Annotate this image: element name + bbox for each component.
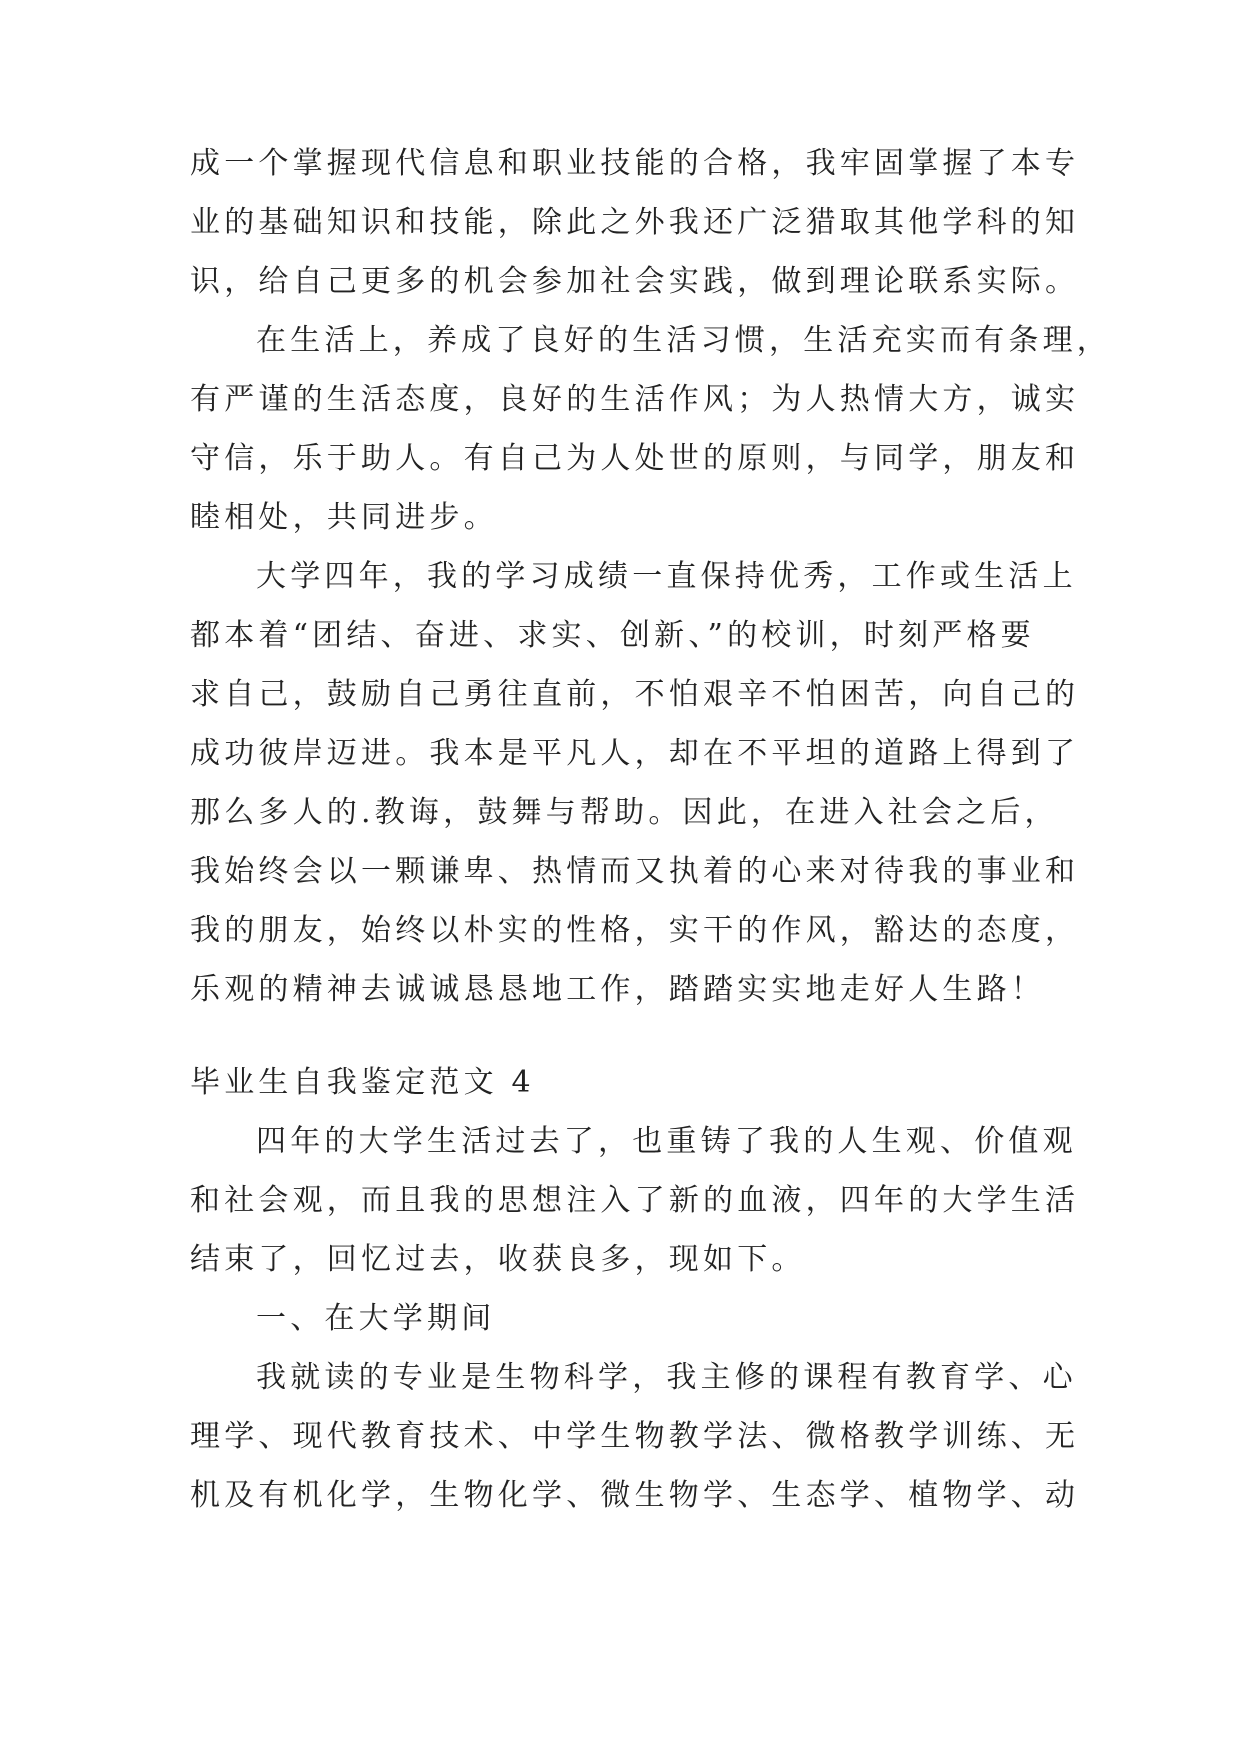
- text-line: 大学四年，我的学习成绩一直保持优秀，工作或生活上: [256, 559, 1077, 594]
- text-line: 机及有机化学，生物化学、微生物学、生态学、植物学、动: [190, 1478, 1080, 1513]
- text-line: 成功彼岸迈进。我本是平凡人，却在不平坦的道路上得到了: [190, 736, 1080, 771]
- text-line: 睦相处，共同进步。: [190, 500, 498, 535]
- text-line: 和社会观，而且我的思想注入了新的血液，四年的大学生活: [190, 1183, 1080, 1218]
- text-line: 识，给自己更多的机会参加社会实践，做到理论联系实际。: [190, 264, 1080, 299]
- text-line: 我始终会以一颗谦卑、热情而又执着的心来对待我的事业和: [190, 854, 1080, 889]
- text-line: 守信，乐于助人。有自己为人处世的原则，与同学，朋友和: [190, 441, 1080, 476]
- text-line: 求自己，鼓励自己勇往直前，不怕艰辛不怕困苦，向自己的: [190, 677, 1080, 712]
- text-line: 在生活上，养成了良好的生活习惯，生活充实而有条理，: [256, 323, 1111, 358]
- text-line: 都本着“团结、奋进、求实、创新、”的校训，时刻严格要: [190, 618, 1035, 653]
- text-line: 结束了，回忆过去，收获良多，现如下。: [190, 1242, 806, 1277]
- section-title: 毕业生自我鉴定范文 4: [190, 1065, 535, 1100]
- text-line: 成一个掌握现代信息和职业技能的合格，我牢固掌握了本专: [190, 146, 1080, 181]
- text-line: 我就读的专业是生物科学，我主修的课程有教育学、心: [256, 1360, 1077, 1395]
- text-line: 乐观的精神去诚诚恳恳地工作，踏踏实实地走好人生路！: [190, 972, 1045, 1007]
- subheading: 一、在大学期间: [256, 1301, 496, 1336]
- text-line: 我的朋友，始终以朴实的性格，实干的作风，豁达的态度，: [190, 913, 1080, 948]
- text-line: 有严谨的生活态度，良好的生活作风；为人热情大方，诚实: [190, 382, 1080, 417]
- text-line: 理学、现代教育技术、中学生物教学法、微格教学训练、无: [190, 1419, 1080, 1454]
- text-line: 那么多人的.教诲，鼓舞与帮助。因此，在进入社会之后，: [190, 795, 1059, 830]
- text-line: 业的基础知识和技能，除此之外我还广泛猎取其他学科的知: [190, 205, 1080, 240]
- text-line: 四年的大学生活过去了，也重铸了我的人生观、价值观: [256, 1124, 1077, 1159]
